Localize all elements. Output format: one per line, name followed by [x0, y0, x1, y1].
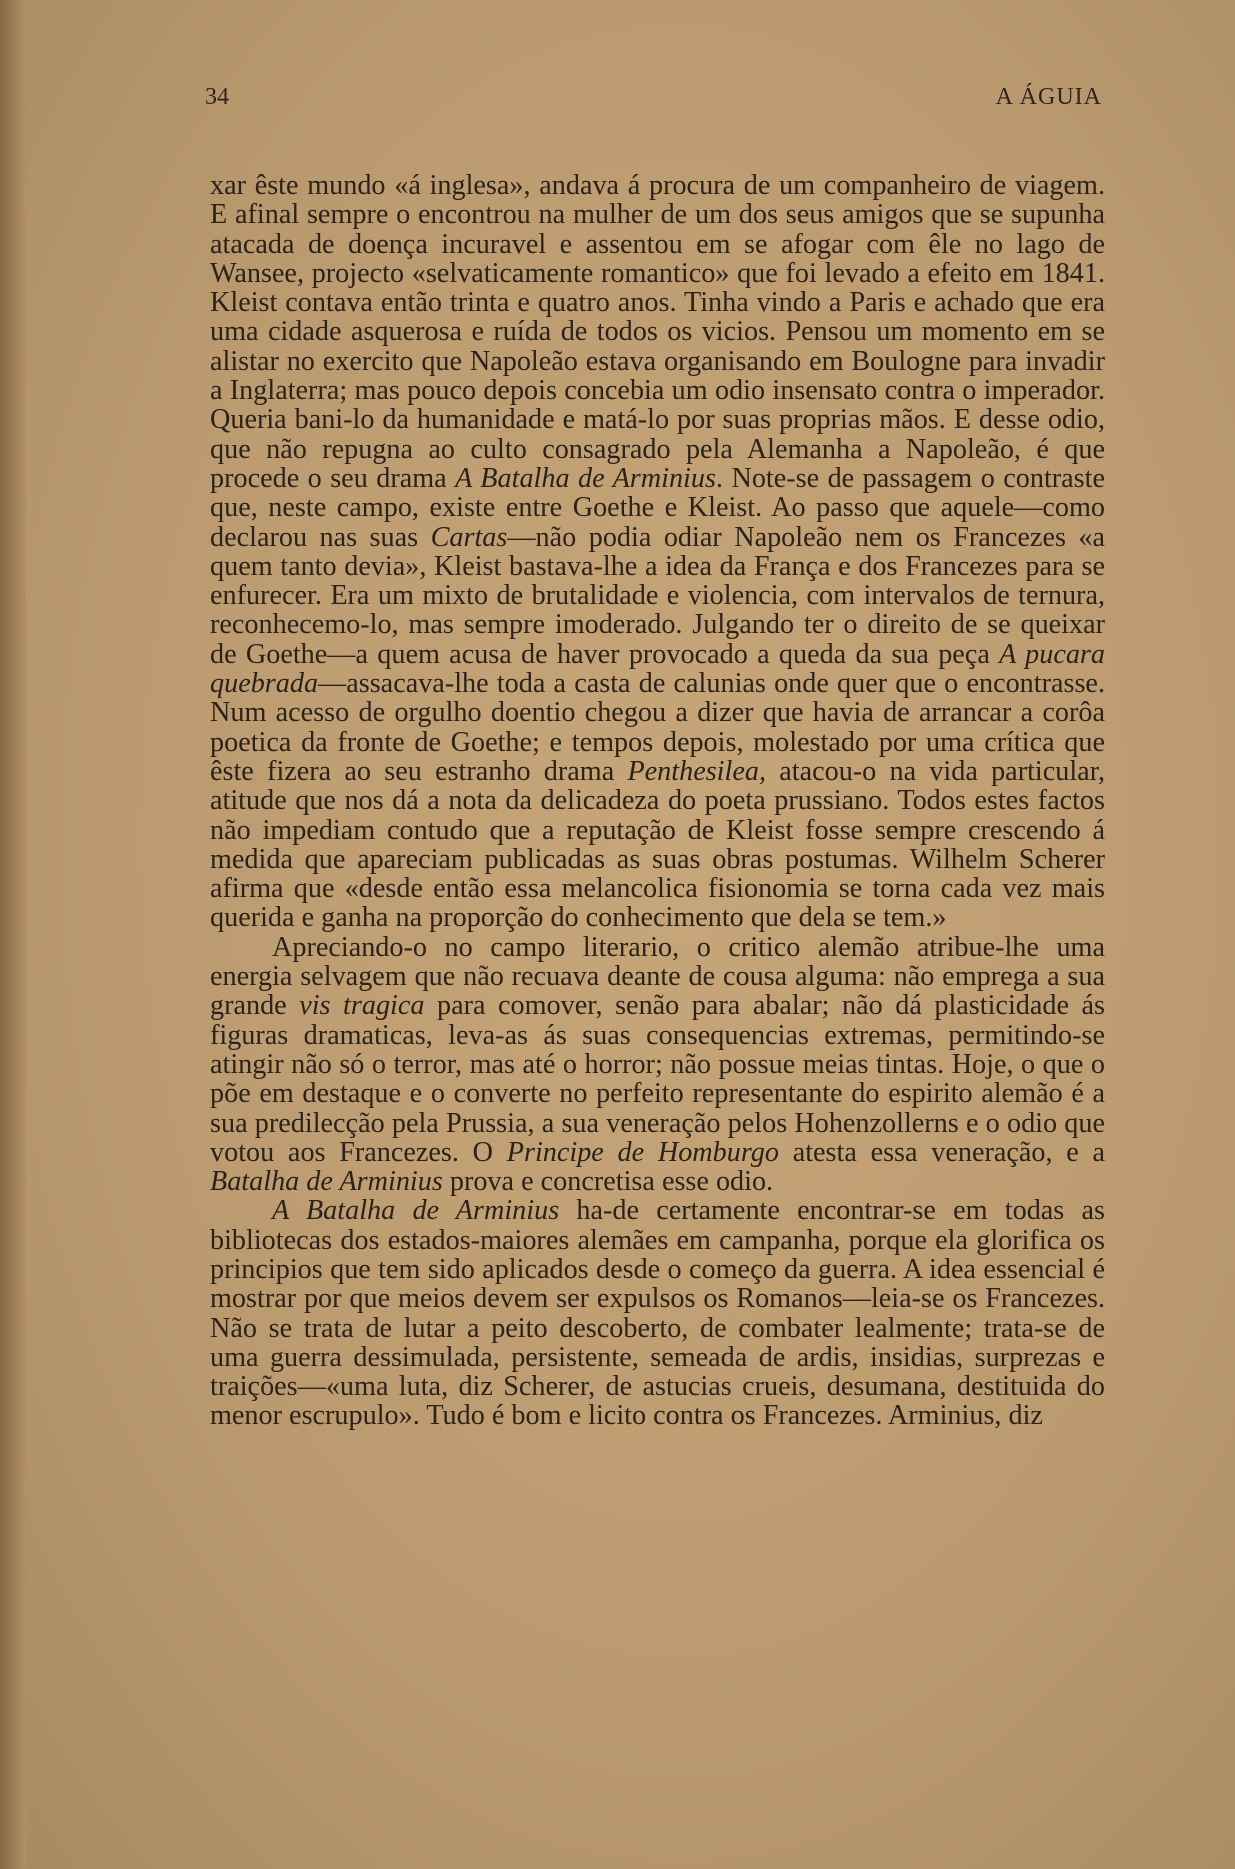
- title-principe-homburgo: Principe de Homburgo: [506, 1136, 779, 1168]
- title-batalha-arminius-3: A Batalha de Arminius: [272, 1195, 560, 1227]
- body-text: [210, 171, 1105, 1431]
- title-penthesilea: Penthesilea,: [627, 755, 766, 787]
- title-batalha-arminius-2: Batalha de Arminius: [210, 1166, 443, 1198]
- title-batalha-arminius: A Batalha de Arminius: [455, 462, 716, 494]
- running-head: [205, 84, 1102, 124]
- title-cartas: Cartas: [430, 521, 508, 553]
- paragraph-batalha-arminius: A Batalha de Arminius ha-de certamente encontrar-se em todas as bibliotecas dos estados-maiores alemães em campanha, porque ela glorifica os principios que tem sido aplicados desde o começo da guerra. A idea essencial é mostrar por que meios devem ser expulsos os Romanos—leia-se os Francezes. Não se trata de lutar a peito descoberto, de combater lealmente; trata-se de uma guerra dessimulada, persistente, semeada de ardis, insidias, surprezas e traições—«uma luta, diz Scherer, de astucias crueis, desumana, destituida do menor escrupulo». Tudo é bom e licito contra os Francezes. Arminius, diz: [210, 1195, 1105, 1432]
- paragraph-kleist-life: xar êste mundo «á inglesa», andava á procura de um companheiro de viagem. E afinal sempre o encontrou na mulher de um dos seus amigos que se supunha atacada de doença incuravel e assentou em se afogar com êle no lago de Wansee, projecto «selvaticamente romantico» que foi levado a efeito em 1841. Kleist contava então trinta e quatro anos. Tinha vindo a Paris e achado que era uma cidade asquerosa e ruída de todos os vicios. Pensou um momento em se alistar no exercito que Napoleão estava organisando em Boulogne para invadir a Inglaterra; mas pouco depois concebia um odio insensato contra o imperador. Queria bani-lo da humanidade e matá-lo por suas proprias mãos. E desse odio, que não repugna ao culto consagrado pela Alemanha a Napoleão, é que procede o seu drama A Batalha de Arminius. Note-se de passagem o contraste que, neste campo, existe entre Goethe e Kleist. Ao passo que aquele—como declarou nas suas Cartas—não podia odiar Napoleão nem os Francezes «a quem tanto devia», Kleist bastava-lhe a idea da França e dos Francezes para se enfurecer. Era um mixto de brutalidade e violencia, com intervalos de ternura, reconhecemo-lo, mas sempre imoderado. Julgando ter o direito de se queixar de Goethe—a quem acusa de haver provocado a queda da sua peça A pucara quebrada—assacava-lhe toda a casta de calunias onde quer que o encontrasse. Num acesso de orgulho doentio chegou a dizer que havia de arrancar a corôa poetica da fronte de Goethe; e tempos depois, molestado por uma crítica que êste fizera ao seu estranho drama Penthesilea, atacou-o na vida particular, atitude que nos dá a nota da delicadeza do poeta prussiano. Todos estes factos não impediam contudo que a reputação de Kleist fosse sempre crescendo á medida que apareciam publicadas as suas obras postumas. Wilhelm Scherer afirma que «desde então essa melancolica fisionomia se torna cada vez mais querida e ganha na proporção do conhecimento que dela se tem.»: [210, 170, 1106, 934]
- paragraph-literary-critique: Apreciando-o no campo literario, o critico alemão atribue-lhe uma energia selvagem que não recuava deante de cousa alguma: não emprega a sua grande vis tragica para comover, senão para abalar; não dá plasticidade ás figuras dramaticas, leva-as ás suas consequencias extremas, permitindo-se atingir não só o terror, mas até o horror; não possue meias tintas. Hoje, o que o põe em destaque e o converte no perfeito representante do espirito alemão é a sua predilecção pela Prussia, a sua veneração pelos Hohenzollerns e o odio que votou aos Francezes. O Principe de Homburgo atesta essa veneração, e a Batalha de Arminius prova e concretisa esse odio.: [210, 931, 1105, 1198]
- term-vis-tragica: vis tragica: [299, 990, 425, 1022]
- title-pucara-quebrada: A pucara quebrada: [210, 638, 1105, 700]
- page-number: 34: [205, 84, 229, 110]
- journal-title: A ÁGUIA: [995, 84, 1102, 110]
